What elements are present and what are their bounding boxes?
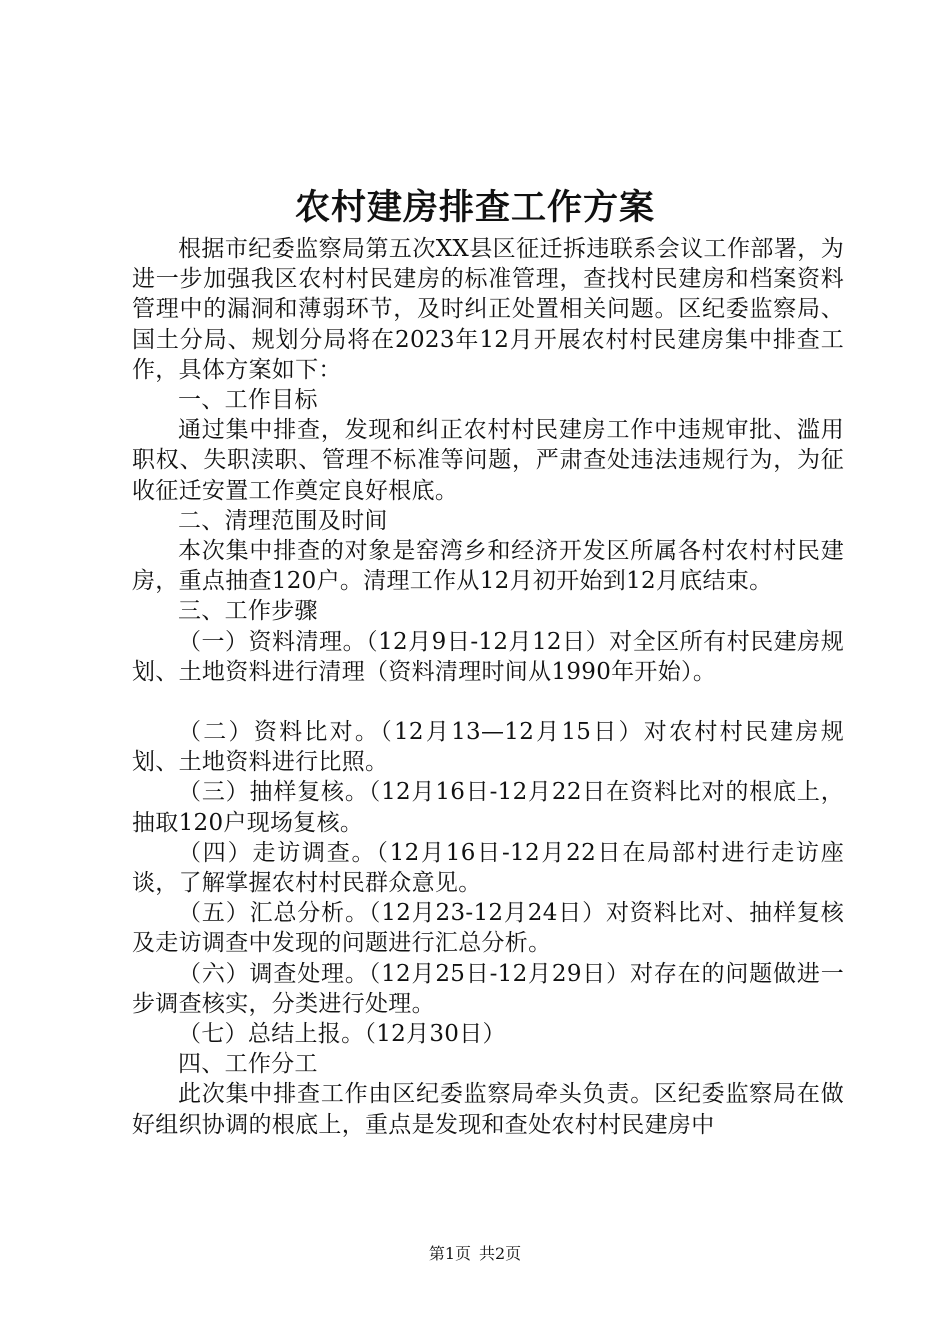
page-total: 共2页 bbox=[479, 1244, 522, 1263]
page-footer bbox=[0, 1243, 950, 1265]
blank-line bbox=[132, 687, 844, 717]
document-body bbox=[132, 234, 844, 1140]
section-heading-division: 四、工作分工 bbox=[178, 1051, 318, 1078]
step-paragraph-4: （四）走访调查。（12月16日-12月22日在局部村进行走访座谈，了解掌握农村村民群众意见。 bbox=[132, 839, 844, 897]
scope-paragraph: 本次集中排查的对象是窑湾乡和经济开发区所属各村农村村民建房，重点抽查120户。清理工作从12月初开始到12月底结束。 bbox=[132, 538, 844, 595]
document-title: 农村建房排查工作方案 bbox=[294, 187, 655, 228]
page-number: 第1页 bbox=[428, 1244, 471, 1263]
intro-paragraph: 根据市纪委监察局第五次XX县区征迁拆违联系会议工作部署，为进一步加强我区农村村民建房的标准管理，查找村民建房和档案资料管理中的漏洞和薄弱环节，及时纠正处置相关问题。区纪委监察局、国土分局、规划分局将在2023年12月开展农村村民建房集中排查工作，具体方案如下： bbox=[132, 236, 844, 383]
goals-paragraph: 通过集中排查，发现和纠正农村村民建房工作中违规审批、滥用职权、失职渎职、管理不标准等问题，严肃查处违法违规行为，为征收征迁安置工作奠定良好根底。 bbox=[132, 417, 844, 504]
section-heading-goals: 一、工作目标 bbox=[178, 387, 318, 414]
division-paragraph: 此次集中排查工作由区纪委监察局牵头负责。区纪委监察局在做好组织协调的根底上，重点是发现和查处农村村民建房中 bbox=[132, 1081, 844, 1138]
step-paragraph-6: （六）调查处理。（12月25日-12月29日）对存在的问题做进一步调查核实，分类进行处理。 bbox=[132, 960, 844, 1017]
step-paragraph-7: （七）总结上报。（12月30日） bbox=[178, 1021, 506, 1048]
step-paragraph-5: （五）汇总分析。（12月23-12月24日）对资料比对、抽样复核及走访调查中发现的问题进行汇总分析。 bbox=[132, 900, 844, 957]
section-heading-steps: 三、工作步骤 bbox=[178, 598, 318, 625]
step-paragraph-3: （三）抽样复核。（12月16日-12月22日在资料比对的根底上，抽取120户现场复核。 bbox=[132, 779, 844, 836]
step-paragraph-2: （二）资料比对。（12月13—12月15日）对农村村民建房规划、土地资料进行比照。 bbox=[132, 719, 844, 776]
section-heading-scope: 二、清理范围及时间 bbox=[178, 507, 388, 534]
step-paragraph-1: （一）资料清理。（12月9日-12月12日）对全区所有村民建房规划、土地资料进行清理（资料清理时间从1990年开始）。 bbox=[132, 628, 844, 685]
